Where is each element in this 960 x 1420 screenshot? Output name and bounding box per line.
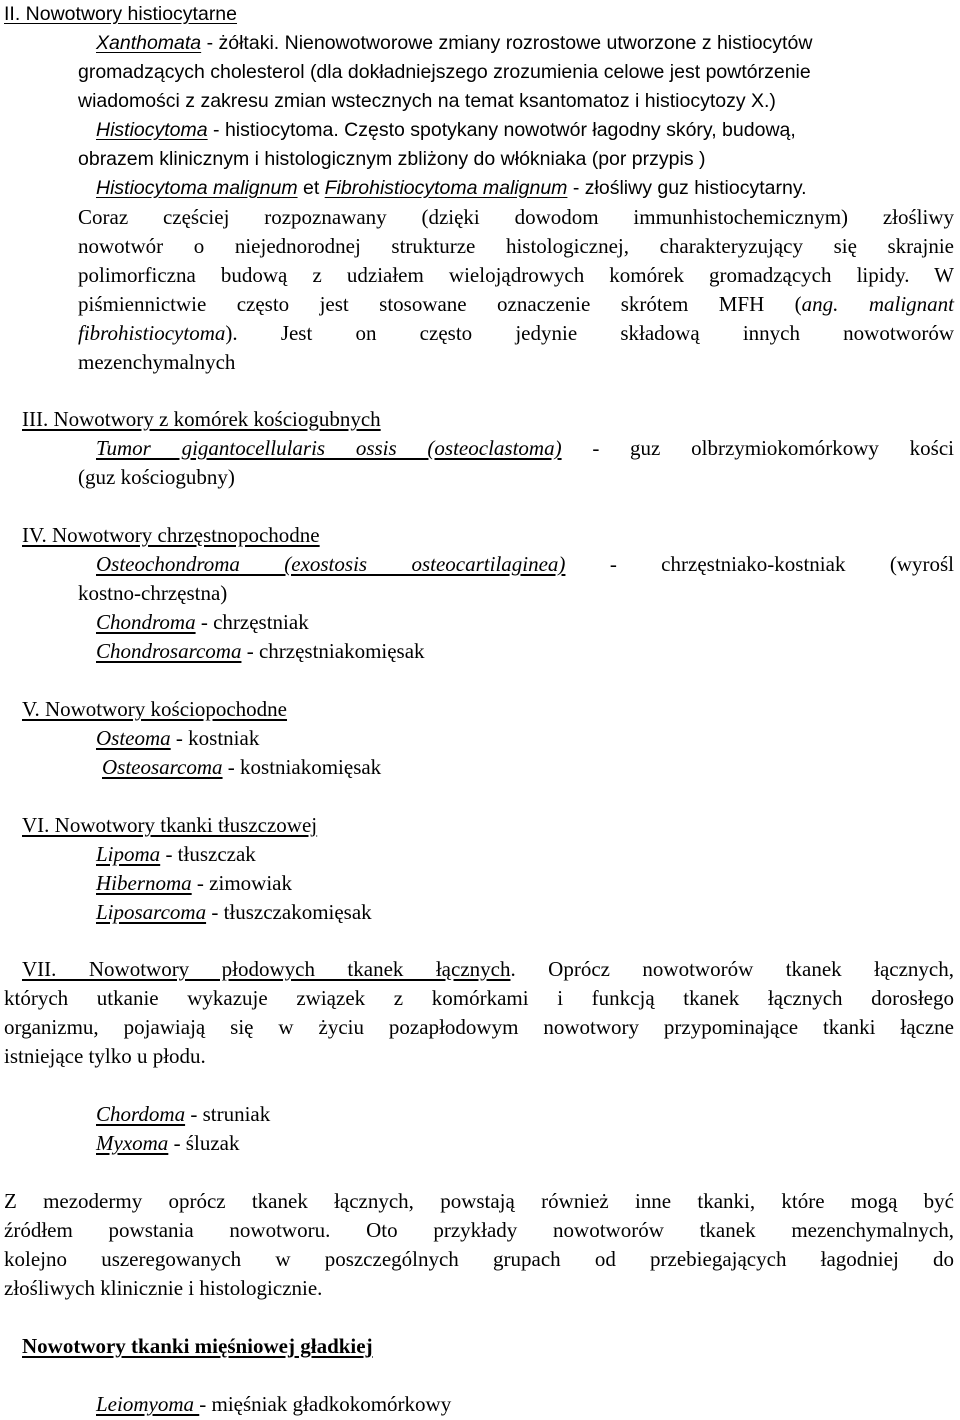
osteoma-line: Osteoma - kostniak [96,726,260,750]
mesoderm-paragraph-line-1: Z mezodermy oprócz tkanek łącznych, powstają również inne tkanki, które mogą być [4,1189,954,1213]
osteoclastoma-line-2: (guz kościogubny) [78,465,235,489]
section-7-line-2: których utkanie wykazuje związek z komórkami i funkcją tkanek łącznych dorosłego [4,986,954,1010]
chondrosarcoma-line: Chondrosarcoma - chrzęstniakomięsak [96,639,425,663]
mfh-paragraph-line-1: Coraz częściej rozpoznawany (dzięki dowodom immunhistochemicznym) złośliwy [78,205,954,229]
section-7-heading-line: VII. Nowotwory płodowych tkanek łącznych. Oprócz nowotworów tkanek łącznych, [22,957,955,981]
malignant-histiocytoma-line: Histiocytoma malignum et Fibrohistiocytoma malignum - złośliwy guz histiocytarny. [96,177,807,199]
osteochondroma-line: Osteochondroma (exostosis osteocartilaginea) - chrzęstniako-kostniak (wyrośl [96,552,954,576]
mfh-paragraph-line-5: fibrohistiocytoma). Jest on często jedynie składową innych nowotworów [78,321,954,345]
chordoma-line: Chordoma - struniak [96,1102,271,1126]
liposarcoma-line: Liposarcoma - tłuszczakomięsak [96,900,372,924]
chondrosarcoma-term: Chondrosarcoma [96,639,242,663]
histiocytoma-malignum-term: Histiocytoma malignum [96,177,298,199]
mfh-paragraph-line-2: nowotwór o niejednorodnej strukturze histologicznej, charakteryzujący się skrajnie [78,234,954,258]
mesoderm-paragraph-line-3: kolejno uszeregowanych w poszczególnych grupach od przebiegających łagodniej do [4,1247,954,1271]
section-6-heading: VI. Nowotwory tkanki tłuszczowej [22,813,318,837]
section-5-heading: V. Nowotwory kościopochodne [22,697,288,721]
section-4-heading: IV. Nowotwory chrzęstnopochodne [22,523,320,547]
section-7-line-3: organizmu, pojawiają się w życiu pozapłodowym nowotwory przypominające tkanki łączne [4,1015,954,1039]
xanthomata-text-line-2: gromadzących cholesterol (dla dokładniejszego zrozumienia celowe jest powtórzenie [78,61,811,83]
mesoderm-paragraph-line-4: złośliwych klinicznie i histologicznie. [4,1276,323,1300]
xanthomata-term: Xanthomata [96,32,202,54]
section-3-heading: III. Nowotwory z komórek kościogubnych [22,407,381,431]
myxoma-line: Myxoma - śluzak [96,1131,240,1155]
myxoma-term: Myxoma [96,1131,169,1155]
xanthomata-line: Xanthomata - żółtaki. Nienowotworowe zmiany rozrostowe utworzone z histiocytów [96,32,813,54]
osteoclastoma-term: Tumor gigantocellularis ossis (osteoclastoma) [96,436,562,460]
liposarcoma-term: Liposarcoma [96,900,207,924]
smooth-muscle-heading: Nowotwory tkanki mięśniowej gładkiej [22,1334,373,1358]
mfh-paragraph-line-3: polimorficzna budową z udziałem wielojądrowych komórek gromadzących lipidy. W [78,263,954,287]
osteoma-term: Osteoma [96,726,171,750]
chondroma-line: Chondroma - chrzęstniak [96,610,309,634]
chondroma-term: Chondroma [96,610,196,634]
lipoma-line: Lipoma - tłuszczak [96,842,256,866]
section-2-heading: II. Nowotwory histiocytarne [4,3,238,25]
histiocytoma-text-line-2: obrazem klinicznym i histologicznym zbliżony do włókniaka (por przypis ) [78,148,706,170]
osteochondroma-term: Osteochondroma (exostosis osteocartilaginea) [96,552,566,576]
section-7-heading: VII. Nowotwory płodowych tkanek łącznych [22,957,511,981]
leiomyoma-term: Leiomyoma [96,1392,200,1416]
fibrohistiocytoma-malignum-term: Fibrohistiocytoma malignum [324,177,568,199]
leiomyoma-line: Leiomyoma - mięśniak gładkokomórkowy [96,1392,452,1416]
osteoclastoma-line: Tumor gigantocellularis ossis (osteoclastoma) - guz olbrzymiokomórkowy kości [96,436,954,460]
section-7-line-4: istniejące tylko u płodu. [4,1044,206,1068]
mfh-paragraph-line-4: piśmiennictwie często jest stosowane oznaczenie skrótem MFH (ang. malignant [78,292,954,316]
osteosarcoma-line: Osteosarcoma - kostniakomięsak [102,755,382,779]
histiocytoma-line: Histiocytoma - histiocytoma. Często spotykany nowotwór łagodny skóry, budową, [96,119,796,141]
mfh-paragraph-line-6: mezenchymalnych [78,350,236,374]
lipoma-term: Lipoma [96,842,161,866]
xanthomata-text-line-3: wiadomości z zakresu zmian wstecznych na temat ksantomatoz i histiocytozy X.) [78,90,776,112]
mesoderm-paragraph-line-2: źródłem powstania nowotworu. Oto przykłady nowotworów tkanek mezenchymalnych, [4,1218,954,1242]
osteochondroma-line-2: kostno-chrzęstna) [78,581,228,605]
chordoma-term: Chordoma [96,1102,186,1126]
histiocytoma-term: Histiocytoma [96,119,208,141]
hibernoma-line: Hibernoma - zimowiak [96,871,292,895]
hibernoma-term: Hibernoma [96,871,192,895]
osteosarcoma-term: Osteosarcoma [102,755,223,779]
